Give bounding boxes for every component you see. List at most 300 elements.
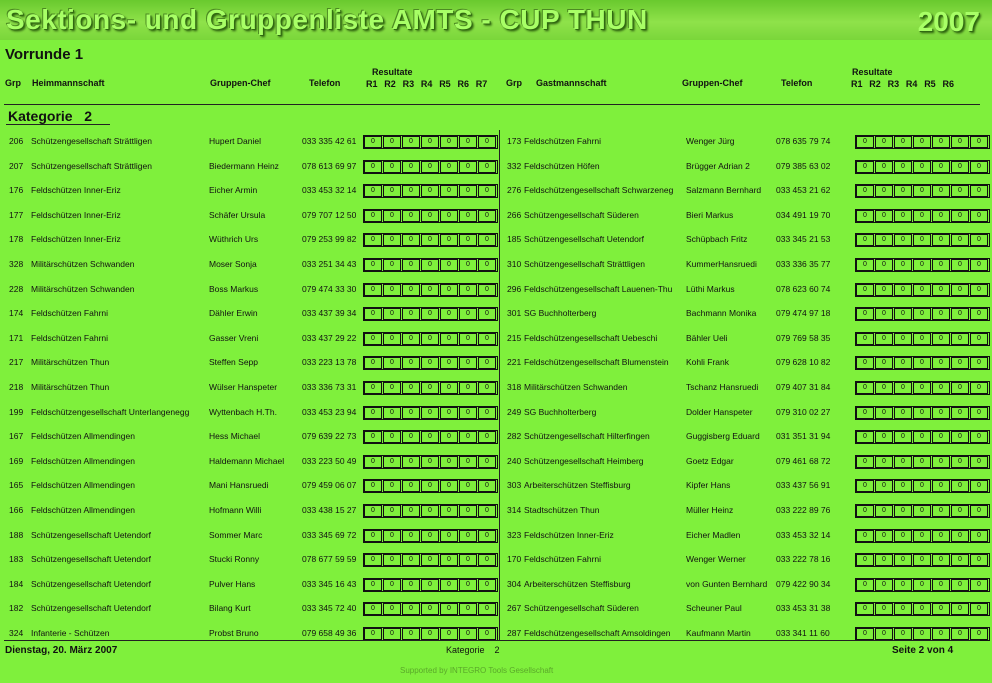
score-cell[interactable]: 0 [894,480,912,492]
score-cell[interactable]: 0 [875,456,893,468]
score-cell[interactable]: 0 [440,456,458,468]
score-cell[interactable]: 0 [951,210,969,222]
score-cell[interactable]: 0 [932,382,950,394]
score-cell[interactable]: 0 [383,382,401,394]
score-cell[interactable]: 0 [932,628,950,640]
score-cell[interactable]: 0 [383,333,401,345]
score-cell[interactable]: 0 [875,284,893,296]
score-cell[interactable]: 0 [875,480,893,492]
score-cell[interactable]: 0 [913,382,931,394]
score-cell[interactable]: 0 [459,407,477,419]
score-cell[interactable]: 0 [478,308,496,320]
score-cell[interactable]: 0 [364,480,382,492]
score-cell[interactable]: 0 [383,628,401,640]
score-cell[interactable]: 0 [459,628,477,640]
score-cell[interactable]: 0 [440,333,458,345]
score-cell[interactable]: 0 [402,554,420,566]
score-cell[interactable]: 0 [383,185,401,197]
score-cell[interactable]: 0 [459,357,477,369]
score-cell[interactable]: 0 [970,161,988,173]
score-cell[interactable]: 0 [894,357,912,369]
score-cell[interactable]: 0 [856,431,874,443]
score-cell[interactable]: 0 [478,185,496,197]
score-cell[interactable]: 0 [951,185,969,197]
score-cell[interactable]: 0 [913,284,931,296]
score-cell[interactable]: 0 [856,628,874,640]
score-cell[interactable]: 0 [402,407,420,419]
score-cell[interactable]: 0 [421,210,439,222]
score-cell[interactable]: 0 [383,480,401,492]
score-cell[interactable]: 0 [402,185,420,197]
score-cell[interactable]: 0 [894,210,912,222]
score-cell[interactable]: 0 [478,603,496,615]
score-cell[interactable]: 0 [913,210,931,222]
score-cell[interactable]: 0 [402,628,420,640]
score-cell[interactable]: 0 [421,333,439,345]
score-cell[interactable]: 0 [875,161,893,173]
score-cell[interactable]: 0 [459,161,477,173]
score-cell[interactable]: 0 [421,284,439,296]
score-cell[interactable]: 0 [440,284,458,296]
score-cell[interactable]: 0 [459,284,477,296]
score-cell[interactable]: 0 [383,357,401,369]
score-cell[interactable]: 0 [440,505,458,517]
score-cell[interactable]: 0 [421,505,439,517]
score-cell[interactable]: 0 [913,603,931,615]
score-cell[interactable]: 0 [364,259,382,271]
score-cell[interactable]: 0 [459,136,477,148]
score-cell[interactable]: 0 [364,284,382,296]
score-cell[interactable]: 0 [875,530,893,542]
score-cell[interactable]: 0 [970,234,988,246]
score-cell[interactable]: 0 [478,259,496,271]
score-cell[interactable]: 0 [970,505,988,517]
score-cell[interactable]: 0 [970,308,988,320]
score-cell[interactable]: 0 [421,357,439,369]
score-cell[interactable]: 0 [951,554,969,566]
guest-team-name: Feldschützengesellschaft Amsoldingen [524,628,671,638]
score-cell[interactable]: 0 [856,357,874,369]
score-cell[interactable]: 0 [913,185,931,197]
score-cell[interactable]: 0 [932,284,950,296]
score-cell[interactable]: 0 [932,333,950,345]
score-cell[interactable]: 0 [440,554,458,566]
score-cell[interactable]: 0 [383,431,401,443]
score-cell[interactable]: 0 [951,308,969,320]
score-cell[interactable]: 0 [875,579,893,591]
score-cell[interactable]: 0 [440,603,458,615]
score-cell[interactable]: 0 [932,480,950,492]
score-cell[interactable]: 0 [970,431,988,443]
score-cell[interactable]: 0 [970,480,988,492]
score-cell[interactable]: 0 [478,554,496,566]
score-cell[interactable]: 0 [364,530,382,542]
score-cell[interactable]: 0 [459,234,477,246]
score-cell[interactable]: 0 [440,308,458,320]
score-cell[interactable]: 0 [970,259,988,271]
score-cell[interactable]: 0 [459,431,477,443]
score-cell[interactable]: 0 [875,234,893,246]
score-cell[interactable]: 0 [402,284,420,296]
score-cell[interactable]: 0 [440,357,458,369]
score-cell[interactable]: 0 [459,185,477,197]
score-cell[interactable]: 0 [856,210,874,222]
score-cell[interactable]: 0 [894,456,912,468]
left-result-col-7: R7 [475,79,488,89]
score-cell[interactable]: 0 [383,603,401,615]
score-cell[interactable]: 0 [402,603,420,615]
score-cell[interactable]: 0 [932,136,950,148]
score-cell[interactable]: 0 [894,505,912,517]
score-cell[interactable]: 0 [932,456,950,468]
score-cell[interactable]: 0 [459,554,477,566]
score-cell[interactable]: 0 [856,505,874,517]
score-cell[interactable]: 0 [364,407,382,419]
score-cell[interactable]: 0 [421,407,439,419]
score-cell[interactable]: 0 [402,456,420,468]
score-cell[interactable]: 0 [970,628,988,640]
score-cell[interactable]: 0 [913,628,931,640]
score-cell[interactable]: 0 [932,579,950,591]
score-cell[interactable]: 0 [459,259,477,271]
score-cell[interactable]: 0 [951,480,969,492]
score-cell[interactable]: 0 [402,210,420,222]
score-cell[interactable]: 0 [894,284,912,296]
score-cell[interactable]: 0 [932,505,950,517]
score-cell[interactable]: 0 [913,234,931,246]
score-cell[interactable]: 0 [421,628,439,640]
score-cell[interactable]: 0 [913,333,931,345]
score-cell[interactable]: 0 [459,603,477,615]
score-cell[interactable]: 0 [913,161,931,173]
score-cell[interactable]: 0 [970,185,988,197]
score-cell[interactable]: 0 [421,603,439,615]
score-cell[interactable]: 0 [440,407,458,419]
score-cell[interactable]: 0 [932,234,950,246]
score-cell[interactable]: 0 [856,161,874,173]
score-cell[interactable]: 0 [402,136,420,148]
score-cell[interactable]: 0 [440,530,458,542]
score-cell[interactable]: 0 [932,259,950,271]
score-cell[interactable]: 0 [913,357,931,369]
score-cell[interactable]: 0 [459,530,477,542]
score-cell[interactable]: 0 [875,259,893,271]
score-cell[interactable]: 0 [440,259,458,271]
score-cell[interactable]: 0 [478,333,496,345]
score-cell[interactable]: 0 [913,308,931,320]
score-cell[interactable]: 0 [970,554,988,566]
score-cell[interactable]: 0 [459,308,477,320]
score-cell[interactable]: 0 [875,554,893,566]
score-cell[interactable]: 0 [478,628,496,640]
score-cell[interactable]: 0 [856,333,874,345]
score-cell[interactable]: 0 [951,505,969,517]
score-cell[interactable]: 0 [894,603,912,615]
score-cell[interactable]: 0 [440,480,458,492]
score-cell[interactable]: 0 [478,382,496,394]
score-cell[interactable]: 0 [364,505,382,517]
score-cell[interactable]: 0 [402,161,420,173]
score-cell[interactable]: 0 [440,628,458,640]
score-cell[interactable]: 0 [894,628,912,640]
score-cell[interactable]: 0 [970,603,988,615]
score-cell[interactable]: 0 [970,136,988,148]
score-cell[interactable]: 0 [421,185,439,197]
score-cell[interactable]: 0 [951,333,969,345]
guest-group-chief: Kaufmann Martin [686,628,751,638]
score-cell[interactable]: 0 [951,603,969,615]
score-cell[interactable]: 0 [421,431,439,443]
score-cell[interactable]: 0 [478,161,496,173]
score-cell[interactable]: 0 [875,210,893,222]
score-cell[interactable]: 0 [364,234,382,246]
score-cell[interactable]: 0 [970,333,988,345]
score-cell[interactable]: 0 [856,234,874,246]
score-cell[interactable]: 0 [364,136,382,148]
score-cell[interactable]: 0 [478,579,496,591]
score-cell[interactable]: 0 [478,136,496,148]
score-cell[interactable]: 0 [875,382,893,394]
score-cell[interactable]: 0 [364,357,382,369]
score-cell[interactable]: 0 [421,308,439,320]
score-cell[interactable]: 0 [951,628,969,640]
score-cell[interactable]: 0 [383,308,401,320]
score-cell[interactable]: 0 [856,284,874,296]
score-cell[interactable]: 0 [875,308,893,320]
score-cell[interactable]: 0 [913,431,931,443]
score-cell[interactable]: 0 [970,530,988,542]
score-cell[interactable]: 0 [932,431,950,443]
score-cell[interactable]: 0 [913,480,931,492]
score-cell[interactable]: 0 [440,431,458,443]
score-cell[interactable]: 0 [383,456,401,468]
score-cell[interactable]: 0 [932,161,950,173]
score-cell[interactable]: 0 [421,136,439,148]
score-cell[interactable]: 0 [383,210,401,222]
score-cell[interactable]: 0 [951,579,969,591]
score-cell[interactable]: 0 [875,185,893,197]
score-cell[interactable]: 0 [478,456,496,468]
score-cell[interactable]: 0 [951,234,969,246]
score-cell[interactable]: 0 [402,480,420,492]
score-cell[interactable]: 0 [856,308,874,320]
score-cell[interactable]: 0 [459,456,477,468]
score-cell[interactable]: 0 [875,505,893,517]
score-cell[interactable]: 0 [894,579,912,591]
score-cell[interactable]: 0 [421,480,439,492]
score-cell[interactable]: 0 [383,579,401,591]
score-cell[interactable]: 0 [894,308,912,320]
score-cell[interactable]: 0 [440,234,458,246]
score-cell[interactable]: 0 [364,185,382,197]
score-cell[interactable]: 0 [421,234,439,246]
score-cell[interactable]: 0 [951,530,969,542]
score-cell[interactable]: 0 [402,259,420,271]
score-cell[interactable]: 0 [932,308,950,320]
score-cell[interactable]: 0 [364,210,382,222]
score-cell[interactable]: 0 [856,136,874,148]
score-cell[interactable]: 0 [856,530,874,542]
score-cell[interactable]: 0 [875,357,893,369]
table-row [0,500,992,520]
score-cell[interactable]: 0 [421,579,439,591]
score-cell[interactable]: 0 [478,357,496,369]
score-cell[interactable]: 0 [402,308,420,320]
score-cell[interactable]: 0 [951,456,969,468]
score-cell[interactable]: 0 [440,136,458,148]
score-cell[interactable]: 0 [856,185,874,197]
score-cell[interactable]: 0 [402,234,420,246]
score-cell[interactable]: 0 [383,505,401,517]
score-cell[interactable]: 0 [421,259,439,271]
score-cell[interactable]: 0 [402,431,420,443]
score-cell[interactable]: 0 [894,530,912,542]
score-cell[interactable]: 0 [478,530,496,542]
score-cell[interactable]: 0 [932,603,950,615]
score-cell[interactable]: 0 [421,382,439,394]
score-cell[interactable]: 0 [913,554,931,566]
score-cell[interactable]: 0 [364,333,382,345]
score-cell[interactable]: 0 [913,579,931,591]
score-cell[interactable]: 0 [932,185,950,197]
guest-score-boxes [855,406,990,420]
score-cell[interactable]: 0 [894,431,912,443]
score-cell[interactable]: 0 [913,530,931,542]
score-cell[interactable]: 0 [459,579,477,591]
score-cell[interactable]: 0 [383,136,401,148]
score-cell[interactable]: 0 [421,161,439,173]
score-cell[interactable]: 0 [383,530,401,542]
score-cell[interactable]: 0 [875,603,893,615]
score-cell[interactable]: 0 [459,480,477,492]
score-cell[interactable]: 0 [913,259,931,271]
score-cell[interactable]: 0 [875,407,893,419]
score-cell[interactable]: 0 [478,431,496,443]
score-cell[interactable]: 0 [875,431,893,443]
score-cell[interactable]: 0 [970,579,988,591]
score-cell[interactable]: 0 [364,579,382,591]
score-cell[interactable]: 0 [951,161,969,173]
score-cell[interactable]: 0 [970,456,988,468]
guest-phone: 031 351 31 94 [776,431,831,442]
score-cell[interactable]: 0 [913,456,931,468]
score-cell[interactable]: 0 [970,357,988,369]
score-cell[interactable]: 0 [402,333,420,345]
score-cell[interactable]: 0 [364,456,382,468]
score-cell[interactable]: 0 [856,456,874,468]
score-cell[interactable]: 0 [932,210,950,222]
score-cell[interactable]: 0 [856,382,874,394]
score-cell[interactable]: 0 [364,431,382,443]
score-cell[interactable]: 0 [856,407,874,419]
score-cell[interactable]: 0 [402,530,420,542]
score-cell[interactable]: 0 [856,603,874,615]
score-cell[interactable]: 0 [913,407,931,419]
score-cell[interactable]: 0 [478,480,496,492]
score-cell[interactable]: 0 [856,579,874,591]
score-cell[interactable]: 0 [364,554,382,566]
score-cell[interactable]: 0 [402,382,420,394]
score-cell[interactable]: 0 [402,579,420,591]
score-cell[interactable]: 0 [970,210,988,222]
score-cell[interactable]: 0 [421,456,439,468]
score-cell[interactable]: 0 [440,579,458,591]
score-cell[interactable]: 0 [478,234,496,246]
score-cell[interactable]: 0 [951,259,969,271]
score-cell[interactable]: 0 [894,234,912,246]
score-cell[interactable]: 0 [364,628,382,640]
score-cell[interactable]: 0 [421,554,439,566]
score-cell[interactable]: 0 [364,603,382,615]
score-cell[interactable]: 0 [478,210,496,222]
score-cell[interactable]: 0 [383,407,401,419]
score-cell[interactable]: 0 [402,357,420,369]
score-cell[interactable]: 0 [856,259,874,271]
score-cell[interactable]: 0 [478,505,496,517]
score-cell[interactable]: 0 [951,284,969,296]
score-cell[interactable]: 0 [440,185,458,197]
score-cell[interactable]: 0 [364,161,382,173]
score-cell[interactable]: 0 [951,407,969,419]
score-cell[interactable]: 0 [459,333,477,345]
score-cell[interactable]: 0 [913,505,931,517]
score-cell[interactable]: 0 [894,136,912,148]
score-cell[interactable]: 0 [383,259,401,271]
score-cell[interactable]: 0 [894,259,912,271]
score-cell[interactable]: 0 [364,308,382,320]
score-cell[interactable]: 0 [913,136,931,148]
score-cell[interactable]: 0 [951,136,969,148]
score-cell[interactable]: 0 [402,505,420,517]
score-cell[interactable]: 0 [894,333,912,345]
score-cell[interactable]: 0 [421,530,439,542]
score-cell[interactable]: 0 [856,480,874,492]
score-cell[interactable]: 0 [440,382,458,394]
score-cell[interactable]: 0 [951,431,969,443]
score-cell[interactable]: 0 [970,284,988,296]
score-cell[interactable]: 0 [478,407,496,419]
score-cell[interactable]: 0 [932,554,950,566]
score-cell[interactable]: 0 [970,407,988,419]
score-cell[interactable]: 0 [894,407,912,419]
score-cell[interactable]: 0 [459,505,477,517]
score-cell[interactable]: 0 [459,382,477,394]
score-cell[interactable]: 0 [951,357,969,369]
score-cell[interactable]: 0 [894,554,912,566]
score-cell[interactable]: 0 [383,234,401,246]
score-cell[interactable]: 0 [970,382,988,394]
score-cell[interactable]: 0 [440,210,458,222]
score-cell[interactable]: 0 [383,161,401,173]
score-cell[interactable]: 0 [478,284,496,296]
score-cell[interactable]: 0 [440,161,458,173]
score-cell[interactable]: 0 [364,382,382,394]
score-cell[interactable]: 0 [856,554,874,566]
score-cell[interactable]: 0 [894,161,912,173]
score-cell[interactable]: 0 [875,136,893,148]
score-cell[interactable]: 0 [383,284,401,296]
score-cell[interactable]: 0 [932,530,950,542]
score-cell[interactable]: 0 [383,554,401,566]
score-cell[interactable]: 0 [459,210,477,222]
score-cell[interactable]: 0 [932,357,950,369]
score-cell[interactable]: 0 [894,382,912,394]
score-cell[interactable]: 0 [875,628,893,640]
score-cell[interactable]: 0 [932,407,950,419]
score-cell[interactable]: 0 [951,382,969,394]
score-cell[interactable]: 0 [875,333,893,345]
score-cell[interactable]: 0 [894,185,912,197]
